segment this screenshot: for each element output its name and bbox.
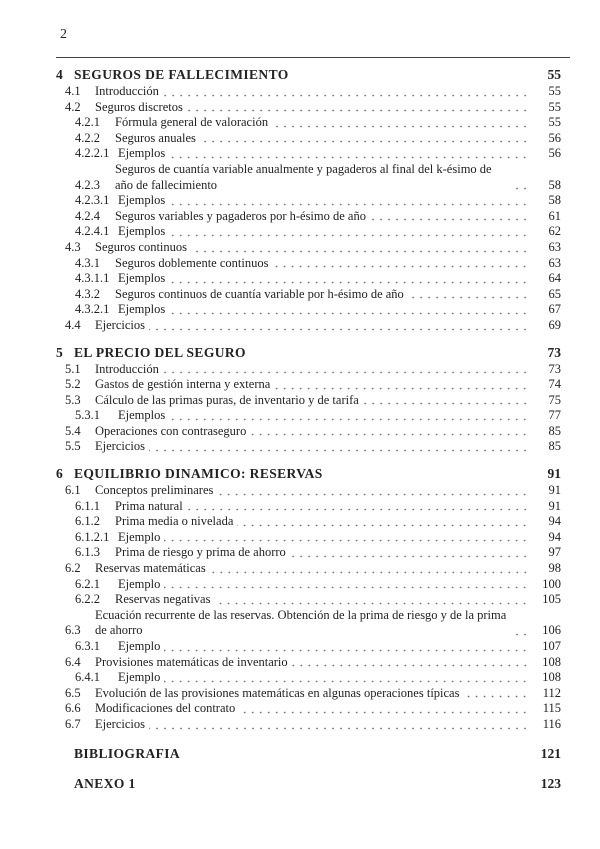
- dot-leader: [272, 258, 529, 268]
- toc-entry[interactable]: [56, 162, 561, 193]
- dot-leader: [149, 720, 529, 730]
- toc-entry[interactable]: [56, 408, 561, 424]
- toc-entry-number: 5.3.1: [75, 408, 100, 423]
- toc-entry[interactable]: [56, 577, 561, 593]
- dot-leader: [164, 642, 529, 652]
- dot-leader: [163, 87, 529, 97]
- toc-chapter[interactable]: [56, 465, 561, 483]
- toc-entry-title: Ejemplo: [118, 639, 161, 653]
- dot-leader: [290, 548, 529, 558]
- toc-entry-title: Ejemplos: [118, 224, 166, 239]
- toc-entry-number: 4.3.2: [75, 286, 100, 301]
- toc-entry[interactable]: [56, 592, 561, 608]
- toc-entry-page: 77: [548, 408, 561, 423]
- toc-entry[interactable]: [56, 717, 561, 733]
- toc-entry-title: Introducción: [95, 361, 159, 376]
- toc-entry-page: 58: [548, 193, 561, 208]
- toc-entry-number: 5: [56, 344, 63, 360]
- toc-entry-title: Ejercicios: [95, 716, 145, 731]
- toc-entry-title: Reservas negativas: [115, 592, 211, 607]
- toc-entry[interactable]: [56, 240, 561, 256]
- dot-leader: [187, 102, 529, 112]
- toc-entry-page: 55: [548, 99, 561, 114]
- toc-entry-page: 55: [548, 84, 561, 98]
- toc-entry-title: Ejemplo: [118, 529, 161, 544]
- toc-entry-title: Seguros variables y pagaderos por h-ésimo de año: [115, 208, 366, 223]
- toc-entry[interactable]: [56, 608, 561, 639]
- toc-entry[interactable]: [56, 131, 561, 147]
- toc-entry-page: 115: [542, 701, 561, 716]
- toc-entry[interactable]: [56, 209, 561, 225]
- toc-entry[interactable]: [56, 84, 561, 100]
- toc-entry-page: 94: [548, 529, 561, 544]
- toc-entry-number: 6.3.1: [75, 639, 100, 653]
- toc-entry-page: 116: [542, 716, 561, 731]
- toc-entry-title: Modificaciones del contrato: [95, 701, 236, 716]
- dot-leader: [164, 673, 529, 683]
- toc-entry[interactable]: [56, 287, 561, 303]
- toc-entry-page: 105: [542, 592, 561, 607]
- toc-entry-page: 73: [548, 361, 561, 376]
- toc-entry[interactable]: [56, 393, 561, 409]
- toc-chapter[interactable]: [56, 66, 561, 84]
- toc-entry-title: Seguros anuales: [115, 130, 196, 145]
- toc-entry-number: 6.3: [65, 623, 81, 638]
- toc-entry-page: 58: [548, 177, 561, 192]
- toc-entry[interactable]: [56, 318, 561, 334]
- dot-leader: [515, 180, 529, 190]
- toc-entry-number: 5.4: [65, 423, 81, 438]
- dot-leader: [169, 274, 529, 284]
- toc-entry-page: 64: [548, 271, 561, 286]
- toc-entry-title: Seguros continuos de cuantía variable por h-ésimo de año: [115, 286, 404, 301]
- toc-entry-title: Prima media o nivelada: [115, 514, 234, 529]
- dot-leader: [292, 657, 529, 667]
- dot-leader: [239, 704, 529, 714]
- toc-entry-title: Seguros continuos: [95, 239, 188, 254]
- toc-entry-number: 6.1.1: [75, 498, 100, 513]
- toc-entry-number: 4.1: [65, 84, 81, 98]
- toc-entry-title: Ejemplo: [118, 576, 161, 591]
- toc-entry[interactable]: [56, 545, 561, 561]
- dot-leader: [463, 688, 529, 698]
- toc-entry[interactable]: [56, 146, 561, 162]
- toc-chapter[interactable]: [56, 745, 561, 763]
- toc-entry-number: 4.2.2.1: [75, 146, 110, 161]
- toc-entry-page: 97: [548, 545, 561, 560]
- toc-entry-number: 6.2.2: [75, 592, 100, 607]
- header-rule: [56, 57, 570, 58]
- toc-entry-page: 74: [548, 377, 561, 392]
- toc-entry-number: 4.2: [65, 99, 81, 114]
- dot-leader: [169, 196, 529, 206]
- toc-entry[interactable]: [56, 256, 561, 272]
- toc-entry[interactable]: [56, 499, 561, 515]
- toc-entry[interactable]: [56, 701, 561, 717]
- toc-entry-number: 4.3: [65, 239, 81, 254]
- toc-entry-title: Reservas matemáticas: [95, 561, 206, 576]
- toc-entry-title: Introducción: [95, 84, 159, 98]
- toc-entry-number: 5.5: [65, 439, 81, 454]
- toc-entry-page: 55: [548, 115, 561, 130]
- toc-entry-page: 85: [548, 439, 561, 454]
- toc-entry-number: 4.2.3.1: [75, 193, 110, 208]
- dot-leader: [169, 411, 529, 421]
- dot-leader: [163, 364, 529, 374]
- toc-entry-number: 4: [56, 67, 63, 82]
- toc-entry-page: 91: [548, 483, 561, 498]
- toc-entry-number: 5.2: [65, 377, 81, 392]
- dot-leader: [149, 442, 529, 452]
- toc-entry[interactable]: [56, 224, 561, 240]
- toc-entry-number: 4.2.1: [75, 115, 100, 130]
- dot-leader: [210, 564, 529, 574]
- toc-entry-title: Ejemplos: [118, 271, 166, 286]
- toc-entry-number: 6.1.2: [75, 514, 100, 529]
- toc-entry-number: 5.3: [65, 392, 81, 407]
- toc-entry-title: ANEXO 1: [74, 775, 136, 791]
- toc-entry-title: Seguros de cuantía variable anualmente y pagaderos al final del k-ésimo de año de fallecimiento: [115, 161, 492, 192]
- toc-entry-page: 112: [542, 685, 561, 700]
- toc-entry[interactable]: [56, 639, 561, 655]
- toc-entry[interactable]: [56, 193, 561, 209]
- toc-entry-number: 6.5: [65, 685, 81, 700]
- toc-entry-page: 67: [548, 302, 561, 317]
- toc-entry-number: 6.2: [65, 561, 81, 576]
- dot-leader: [169, 227, 529, 237]
- toc-entry[interactable]: [56, 100, 561, 116]
- dot-leader: [515, 626, 529, 636]
- toc-entry-page: 56: [548, 146, 561, 161]
- toc-entry-title: Ejercicios: [95, 439, 145, 454]
- toc-entry-title: Conceptos preliminares: [95, 483, 214, 498]
- dot-leader: [408, 289, 529, 299]
- dot-leader: [363, 395, 529, 405]
- toc-entry[interactable]: [56, 655, 561, 671]
- dot-leader: [200, 133, 529, 143]
- toc-entry-title: Prima natural: [115, 498, 183, 513]
- toc-entry[interactable]: [56, 362, 561, 378]
- toc-entry-number: 4.2.2: [75, 130, 100, 145]
- toc-entry-title: Ejemplos: [118, 146, 166, 161]
- toc-entry-number: 5.1: [65, 361, 81, 376]
- toc-entry[interactable]: [56, 530, 561, 546]
- toc-entry[interactable]: [56, 686, 561, 702]
- toc-entry-number: 4.3.1: [75, 255, 100, 270]
- toc-entry-number: 6.1: [65, 483, 81, 498]
- dot-leader: [164, 579, 529, 589]
- toc-entry-page: 106: [542, 623, 561, 638]
- toc-entry[interactable]: [56, 377, 561, 393]
- toc-entry[interactable]: [56, 561, 561, 577]
- toc-entry-title: Seguros doblemente continuos: [115, 255, 269, 270]
- toc-entry-page: 121: [540, 745, 561, 761]
- dot-leader: [272, 118, 529, 128]
- toc-entry[interactable]: [56, 302, 561, 318]
- toc-entry-title: Operaciones con contraseguro: [95, 423, 247, 438]
- toc-entry[interactable]: [56, 115, 561, 131]
- toc-entry-number: 4.2.4.1: [75, 224, 110, 239]
- toc-entry-page: 63: [548, 255, 561, 270]
- toc-chapter[interactable]: [56, 775, 561, 793]
- toc-entry-number: 6: [56, 466, 63, 482]
- toc-entry-title: Ejercicios: [95, 317, 145, 332]
- toc-entry[interactable]: [56, 424, 561, 440]
- toc-entry[interactable]: [56, 271, 561, 287]
- toc-entry-page: 65: [548, 286, 561, 301]
- toc-entry-title: Cálculo de las primas puras, de inventario y de tarifa: [95, 392, 359, 407]
- toc-entry[interactable]: [56, 514, 561, 530]
- toc-entry-title: Ecuación recurrente de las reservas. Obtención de la prima de riesgo y de la prima de ahorro: [95, 607, 507, 638]
- dot-leader: [149, 321, 529, 331]
- toc-entry-page: 91: [547, 466, 561, 482]
- toc-entry-page: 91: [548, 498, 561, 513]
- toc-entry[interactable]: [56, 483, 561, 499]
- dot-leader: [250, 426, 529, 436]
- toc-entry-page: 69: [548, 317, 561, 332]
- toc-entry-title: Fórmula general de valoración: [115, 115, 269, 130]
- toc-entry-number: 4.2.3: [75, 177, 100, 192]
- toc-entry-number: 6.4: [65, 654, 81, 669]
- toc-entry-title: Evolución de las provisiones matemáticas en algunas operaciones típicas: [95, 685, 460, 700]
- dot-leader: [169, 305, 529, 315]
- toc-entry-title: EQUILIBRIO DINAMICO: RESERVAS: [74, 466, 323, 482]
- toc-entry-page: 73: [547, 344, 561, 360]
- toc-entry-title: EL PRECIO DEL SEGURO: [74, 344, 246, 360]
- toc-entry-page: 75: [548, 392, 561, 407]
- toc-entry-page: 123: [540, 775, 561, 791]
- toc-entry-page: 63: [548, 239, 561, 254]
- toc-entry-page: 107: [542, 639, 561, 653]
- toc-entry-number: 6.1.2.1: [75, 529, 110, 544]
- toc-entry-page: 61: [548, 208, 561, 223]
- toc-entry-title: Provisiones matemáticas de inventario: [95, 654, 288, 669]
- toc-entry-page: 94: [548, 514, 561, 529]
- table-of-contents: [56, 66, 561, 793]
- toc-entry-title: Seguros discretos: [95, 99, 183, 114]
- toc-entry-title: BIBLIOGRAFIA: [74, 745, 181, 761]
- toc-entry[interactable]: [56, 439, 561, 455]
- toc-entry-page: 62: [548, 224, 561, 239]
- toc-entry-title: SEGUROS DE FALLECIMIENTO: [74, 67, 289, 82]
- dot-leader: [370, 211, 529, 221]
- toc-entry-number: 4.4: [65, 317, 81, 332]
- dot-leader: [187, 501, 529, 511]
- toc-entry-title: Prima de riesgo y prima de ahorro: [115, 545, 286, 560]
- toc-entry-number: 6.2.1: [75, 576, 100, 591]
- toc-entry-number: 4.3.2.1: [75, 302, 110, 317]
- dot-leader: [214, 595, 529, 605]
- toc-entry-number: 6.7: [65, 716, 81, 731]
- toc-entry-page: 56: [548, 130, 561, 145]
- toc-entry-number: 4.2.4: [75, 208, 100, 223]
- page-number: 2: [60, 27, 67, 42]
- toc-entry-title: Ejemplos: [118, 408, 166, 423]
- dot-leader: [237, 517, 529, 527]
- toc-entry-number: 4.3.1.1: [75, 271, 110, 286]
- toc-entry-number: 6.1.3: [75, 545, 100, 560]
- toc-entry-title: Ejemplos: [118, 193, 166, 208]
- toc-entry-title: Ejemplos: [118, 302, 166, 317]
- dot-leader: [217, 486, 529, 496]
- toc-entry[interactable]: [56, 670, 561, 686]
- toc-entry-page: 98: [548, 561, 561, 576]
- dot-leader: [274, 380, 529, 390]
- dot-leader: [169, 149, 529, 159]
- toc-entry-number: 6.4.1: [75, 670, 100, 685]
- toc-entry-title: Ejemplo: [118, 670, 161, 685]
- toc-entry-title: Gastos de gestión interna y externa: [95, 377, 271, 392]
- toc-chapter[interactable]: [56, 344, 561, 362]
- toc-entry-page: 100: [542, 576, 561, 591]
- toc-entry-number: 6.6: [65, 701, 81, 716]
- toc-entry-page: 55: [547, 67, 561, 82]
- dot-leader: [164, 532, 529, 542]
- toc-entry-page: 85: [548, 423, 561, 438]
- toc-entry-page: 108: [542, 670, 561, 685]
- dot-leader: [191, 243, 529, 253]
- toc-entry-page: 108: [542, 654, 561, 669]
